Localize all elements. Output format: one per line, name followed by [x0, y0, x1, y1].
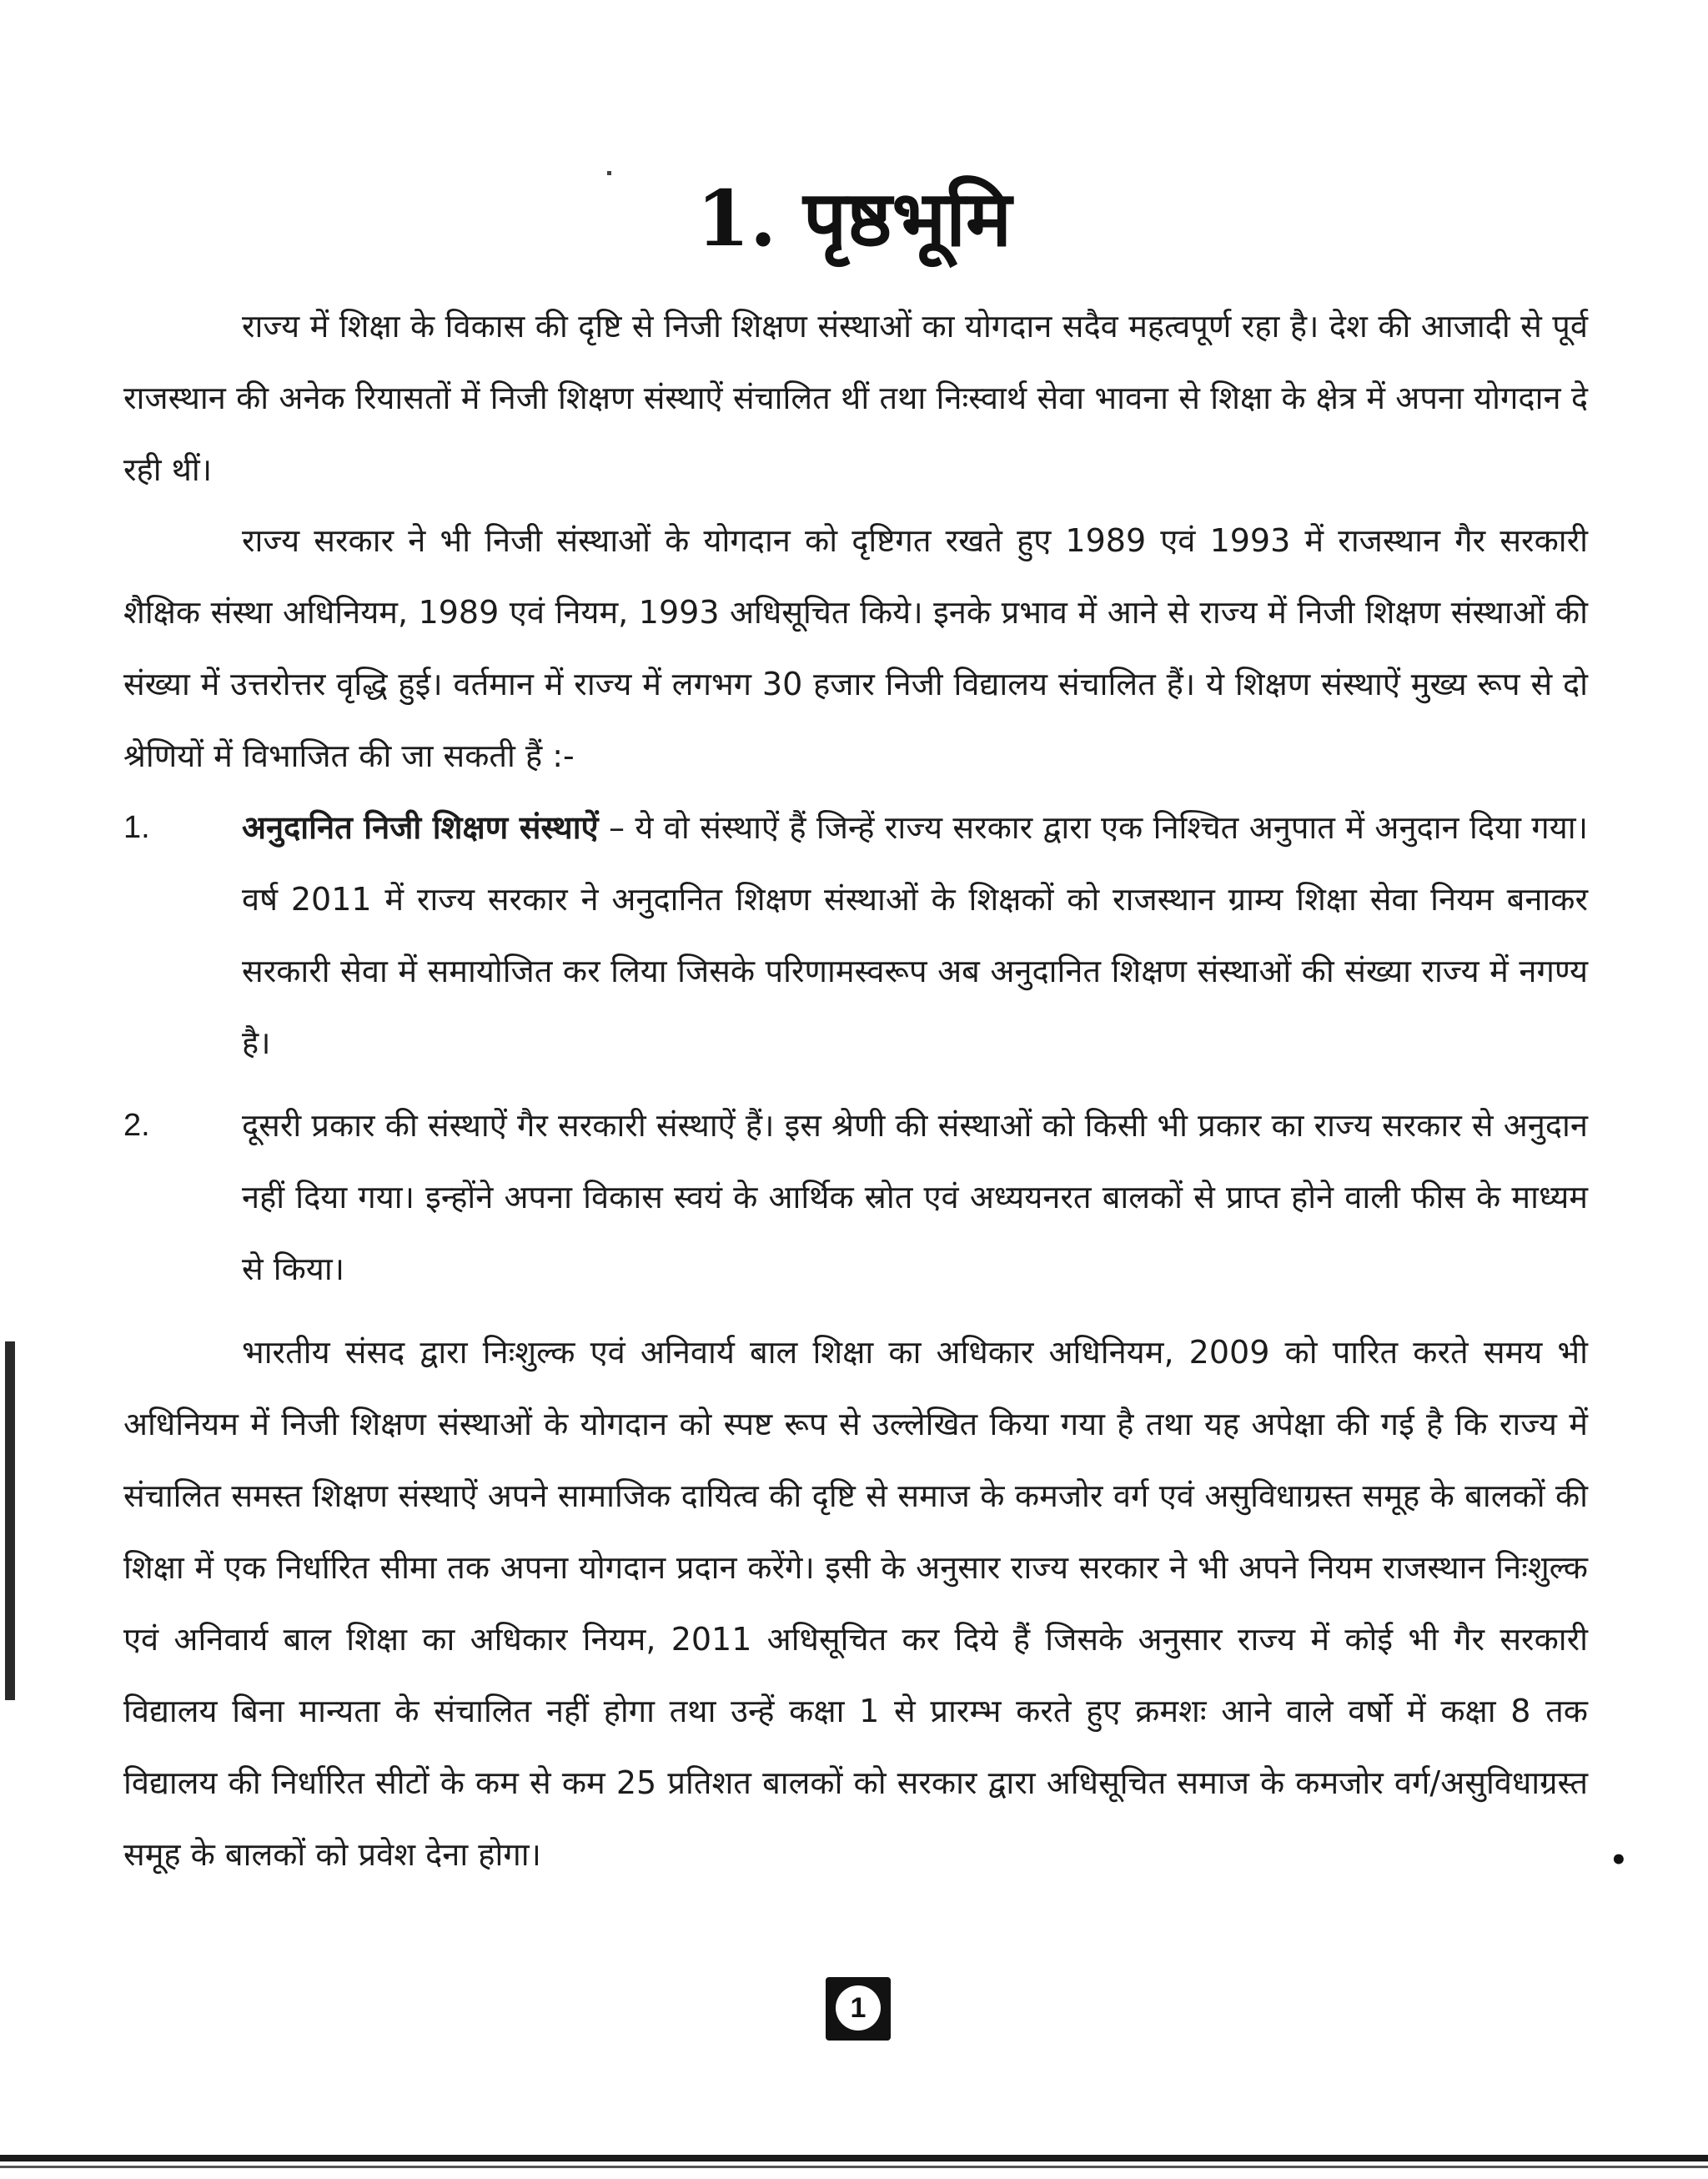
list-item-number: 2.	[123, 1108, 150, 1143]
list-item-body	[242, 1090, 1588, 1305]
page-heading: 1. पृष्ठभूमि	[696, 173, 1012, 264]
list-item-text: दूसरी प्रकार की संस्थाऐं गैर सरकारी संस्थाऐं हैं। इस श्रेणी की संस्थाओं को किसी भी प्रकार का राज्य सरकार से अनुदान नहीं दिया गया। इन्होंने अपना विकास स्वयं के आर्थिक स्रोत एवं अध्ययनरत बालकों से प्राप्त होने वाली फीस के माध्यम से किया।	[242, 1107, 1588, 1287]
paragraph-1: राज्य में शिक्षा के विकास की दृष्टि से निजी शिक्षण संस्थाओं का योगदान सदैव महत्वपूर्ण रहा है। देश की आजादी से पूर्व राजस्थान की अनेक रियासतों में निजी शिक्षण संस्थाऐं संचालित थीं तथा निःस्वार्थ सेवा भावना से शिक्षा के क्षेत्र में अपना योगदान दे रही थीं।	[123, 308, 1588, 488]
paragraph-2: राज्य सरकार ने भी निजी संस्थाओं के योगदान को दृष्टिगत रखते हुए 1989 एवं 1993 में राजस्थान गैर सरकारी शैक्षिक संस्था अधिनियम, 1989 एवं नियम, 1993 अधिसूचित किये। इनके प्रभाव में आने से राज्य में निजी शिक्षण संस्थाओं की संख्या में उत्तरोत्तर वृद्धि हुई। वर्तमान में राज्य में लगभग 30 हजार निजी विद्यालय संचालित हैं। ये शिक्षण संस्थाऐं मुख्य रूप से दो श्रेणियों में विभाजित की जा सकती हैं :-	[123, 522, 1588, 774]
bottom-border	[0, 2155, 1708, 2161]
scan-speck	[607, 171, 611, 175]
list-item-body	[242, 792, 1588, 1079]
list-item-number: 1.	[123, 810, 150, 845]
bottom-border-thin	[0, 2166, 1708, 2168]
scan-margin-bar	[5, 1341, 15, 1700]
page-number: 1	[836, 1985, 881, 2031]
paragraph-3: भारतीय संसद द्वारा निःशुल्क एवं अनिवार्य बाल शिक्षा का अधिकार अधिनियम, 2009 को पारित करते समय भी अधिनियम में निजी शिक्षण संस्थाओं के योगदान को स्पष्ट रूप से उल्लेखित किया गया है तथा यह अपेक्षा की गई है कि राज्य में संचालित समस्त शिक्षण संस्थाऐं अपने सामाजिक दायित्व की दृष्टि से समाज के कमजोर वर्ग एवं असुविधाग्रस्त समूह के बालकों की शिक्षा में एक निर्धारित सीमा तक अपना योगदान प्रदान करेंगे। इसी के अनुसार राज्य सरकार ने भी अपने नियम राजस्थान निःशुल्क एवं अनिवार्य बाल शिक्षा का अधिकार नियम, 2011 अधिसूचित कर दिये हैं जिसके अनुसार राज्य में कोई भी गैर सरकारी विद्यालय बिना मान्यता के संचालित नहीं होगा तथा उन्हें कक्षा 1 से प्रारम्भ करते हुए क्रमशः आने वाले वर्षो में कक्षा 8 तक विद्यालय की निर्धारित सीटों के कम से कम 25 प्रतिशत बालकों को सरकार द्वारा अधिसूचित समाज के कमजोर वर्ग/असुविधाग्रस्त समूह के बालकों को प्रवेश देना होगा।	[123, 1334, 1588, 1873]
scan-dot: •	[1610, 1844, 1628, 1877]
list-item-bold-label: अनुदानित निजी शिक्षण संस्थाऐं	[242, 809, 599, 846]
list-item-text: – ये वो संस्थाऐं हैं जिन्हें राज्य सरकार द्वारा एक निश्चित अनुपात में अनुदान दिया गया। वर्ष 2011 में राज्य सरकार ने अनुदानित शिक्षण संस्थाओं के शिक्षकों को राजस्थान ग्राम्य शिक्षा सेवा नियम बनाकर सरकारी सेवा में समायोजित कर लिया जिसके परिणामस्वरूप अब अनुदानित शिक्षण संस्थाओं की संख्या राज्य में नगण्य है।	[242, 809, 1588, 1061]
page-number-badge	[826, 1977, 891, 2041]
